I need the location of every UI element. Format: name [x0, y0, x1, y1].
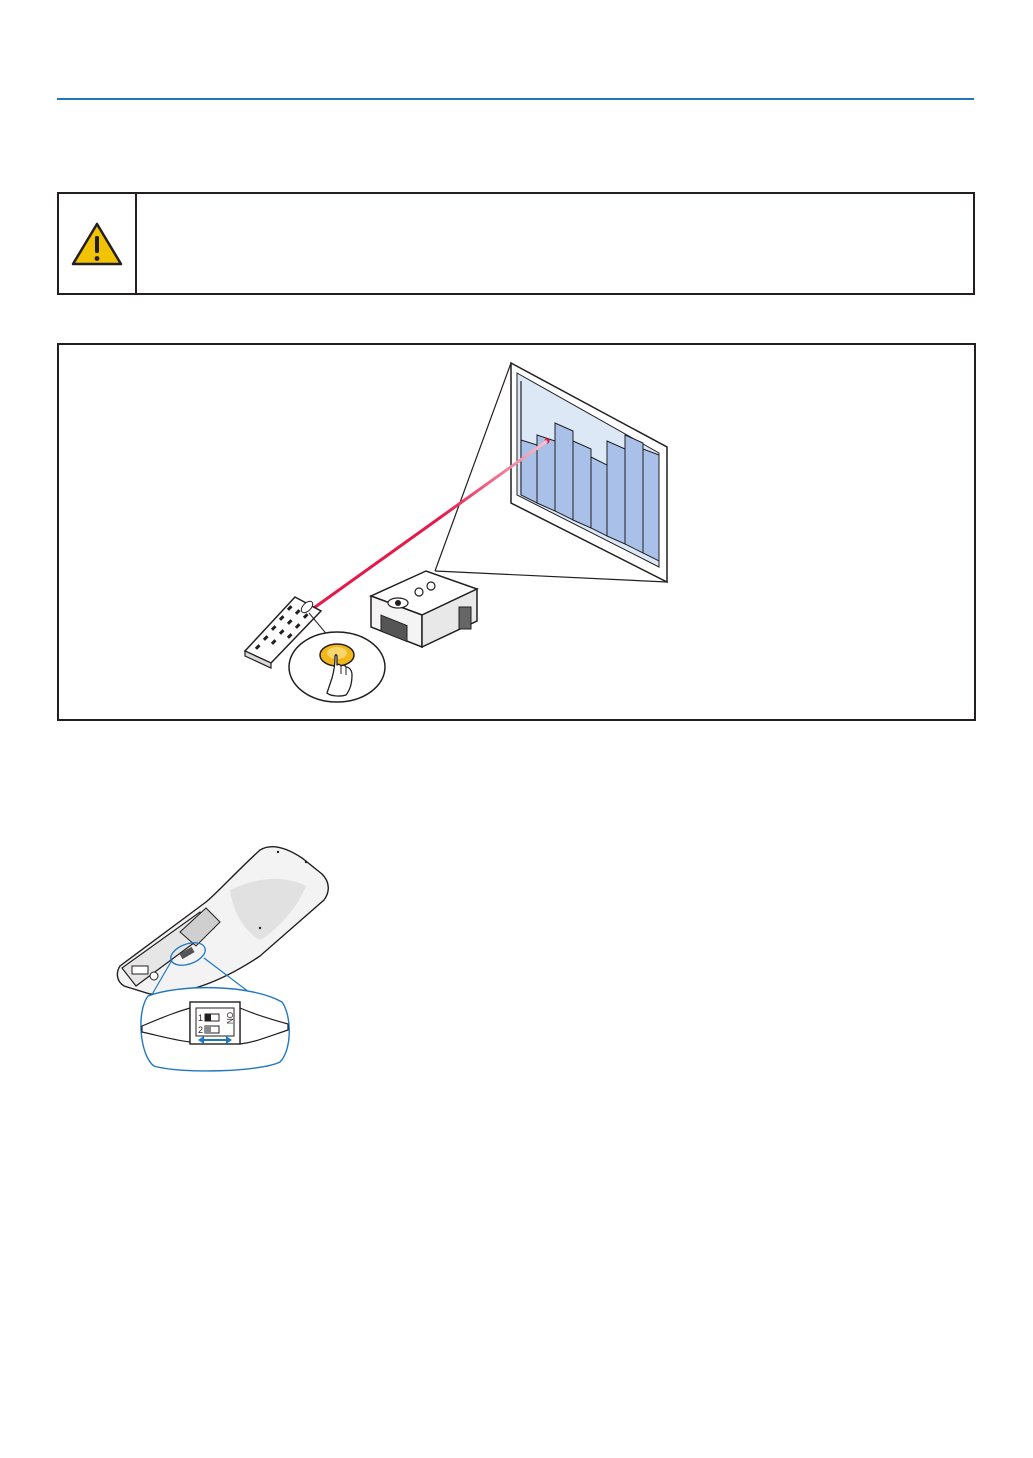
header-rule: [57, 98, 974, 100]
projection-screen-icon: [511, 363, 667, 582]
dip-switch-label-2: 2: [198, 1025, 204, 1035]
caution-icon-cell: [59, 194, 137, 293]
dip-switch-label-1: 1: [198, 1013, 204, 1023]
projector-icon: [371, 571, 477, 647]
pointer-figure: [57, 343, 976, 721]
caution-text: [137, 194, 973, 293]
warning-triangle-icon: [71, 221, 123, 267]
remote-switch-figure: [110, 836, 340, 1076]
dip-switch-on-label: ON: [225, 1012, 234, 1024]
caution-box: [57, 192, 975, 295]
dip-switch-icon: [141, 988, 289, 1071]
